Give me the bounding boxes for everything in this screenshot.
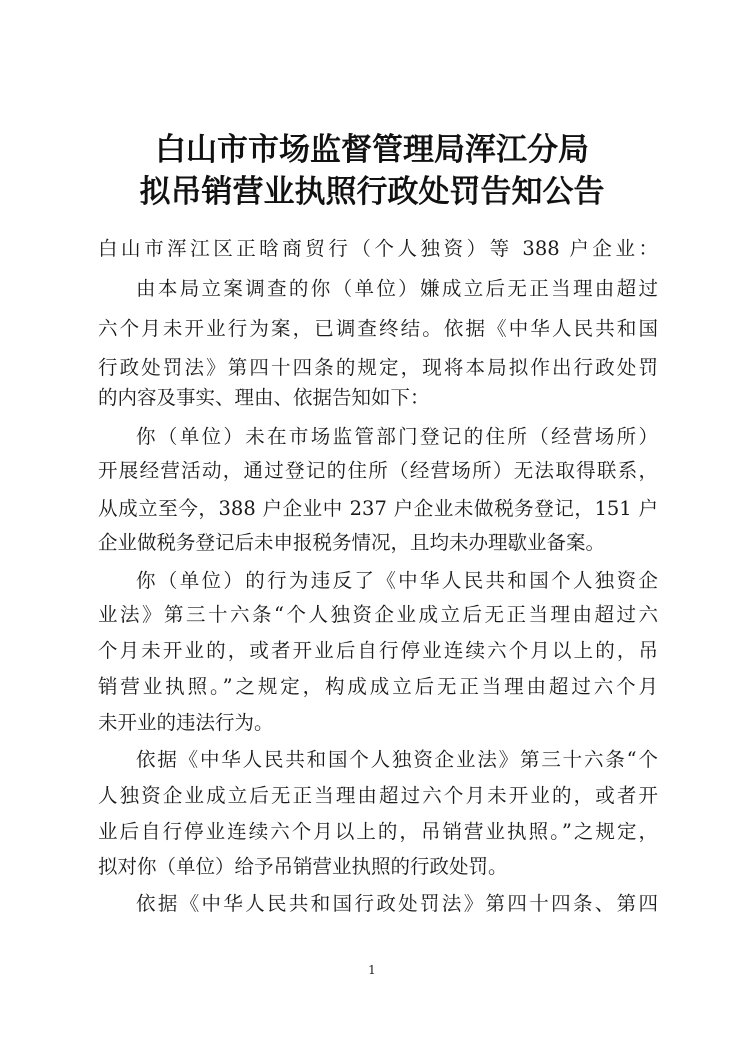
body-line: 从成立至今，388 户企业中 237 户企业未做税务登记，151 户 bbox=[98, 497, 658, 520]
body-line: 人独资企业成立后无正当理由超过六个月未开业的，或者开 bbox=[98, 784, 658, 807]
notice-title-line-2: 拟吊销营业执照行政处罚告知公告 bbox=[139, 174, 605, 210]
body-line: 业法》第三十六条“个人独资企业成立后无正当理由超过六 bbox=[98, 603, 658, 626]
body-line: 业后自行停业连续六个月以上的，吊销营业执照。”之规定， bbox=[98, 820, 658, 843]
addressee-line: 白山市浑江区正晗商贸行（个人独资）等 388 户企业： bbox=[98, 237, 658, 260]
body-line: 企业做税务登记后未申报税务情况，且均未办理歇业备案。 bbox=[98, 531, 606, 554]
body-line: 未开业的违法行为。 bbox=[98, 711, 274, 734]
body-line: 依据《中华人民共和国个人独资企业法》第三十六条“个 bbox=[136, 748, 658, 771]
notice-title-line-1: 白山市市场监督管理局浑江分局 bbox=[155, 132, 589, 168]
body-line: 你（单位）未在市场监管部门登记的住所（经营场所） bbox=[136, 425, 658, 448]
body-line: 由本局立案调查的你（单位）嫌成立后无正当理由超过 bbox=[136, 277, 658, 300]
body-line: 的内容及事实、理由、依据告知如下： bbox=[98, 386, 430, 409]
body-line: 开展经营活动，通过登记的住所（经营场所）无法取得联系， bbox=[98, 459, 658, 482]
body-line: 六个月未开业行为案，已调查终结。依据《中华人民共和国 bbox=[98, 317, 658, 340]
body-line: 销营业执照。”之规定，构成成立后无正当理由超过六个月 bbox=[98, 675, 658, 698]
page-number: 1 bbox=[368, 963, 376, 977]
body-line: 行政处罚法》第四十四条的规定，现将本局拟作出行政处罚 bbox=[98, 356, 658, 379]
body-line: 拟对你（单位）给予吊销营业执照的行政处罚。 bbox=[98, 855, 508, 878]
body-line: 你（单位）的行为违反了《中华人民共和国个人独资企 bbox=[136, 569, 658, 592]
body-line: 依据《中华人民共和国行政处罚法》第四十四条、第四 bbox=[136, 892, 658, 915]
body-line: 个月未开业的，或者开业后自行停业连续六个月以上的，吊 bbox=[98, 639, 658, 662]
